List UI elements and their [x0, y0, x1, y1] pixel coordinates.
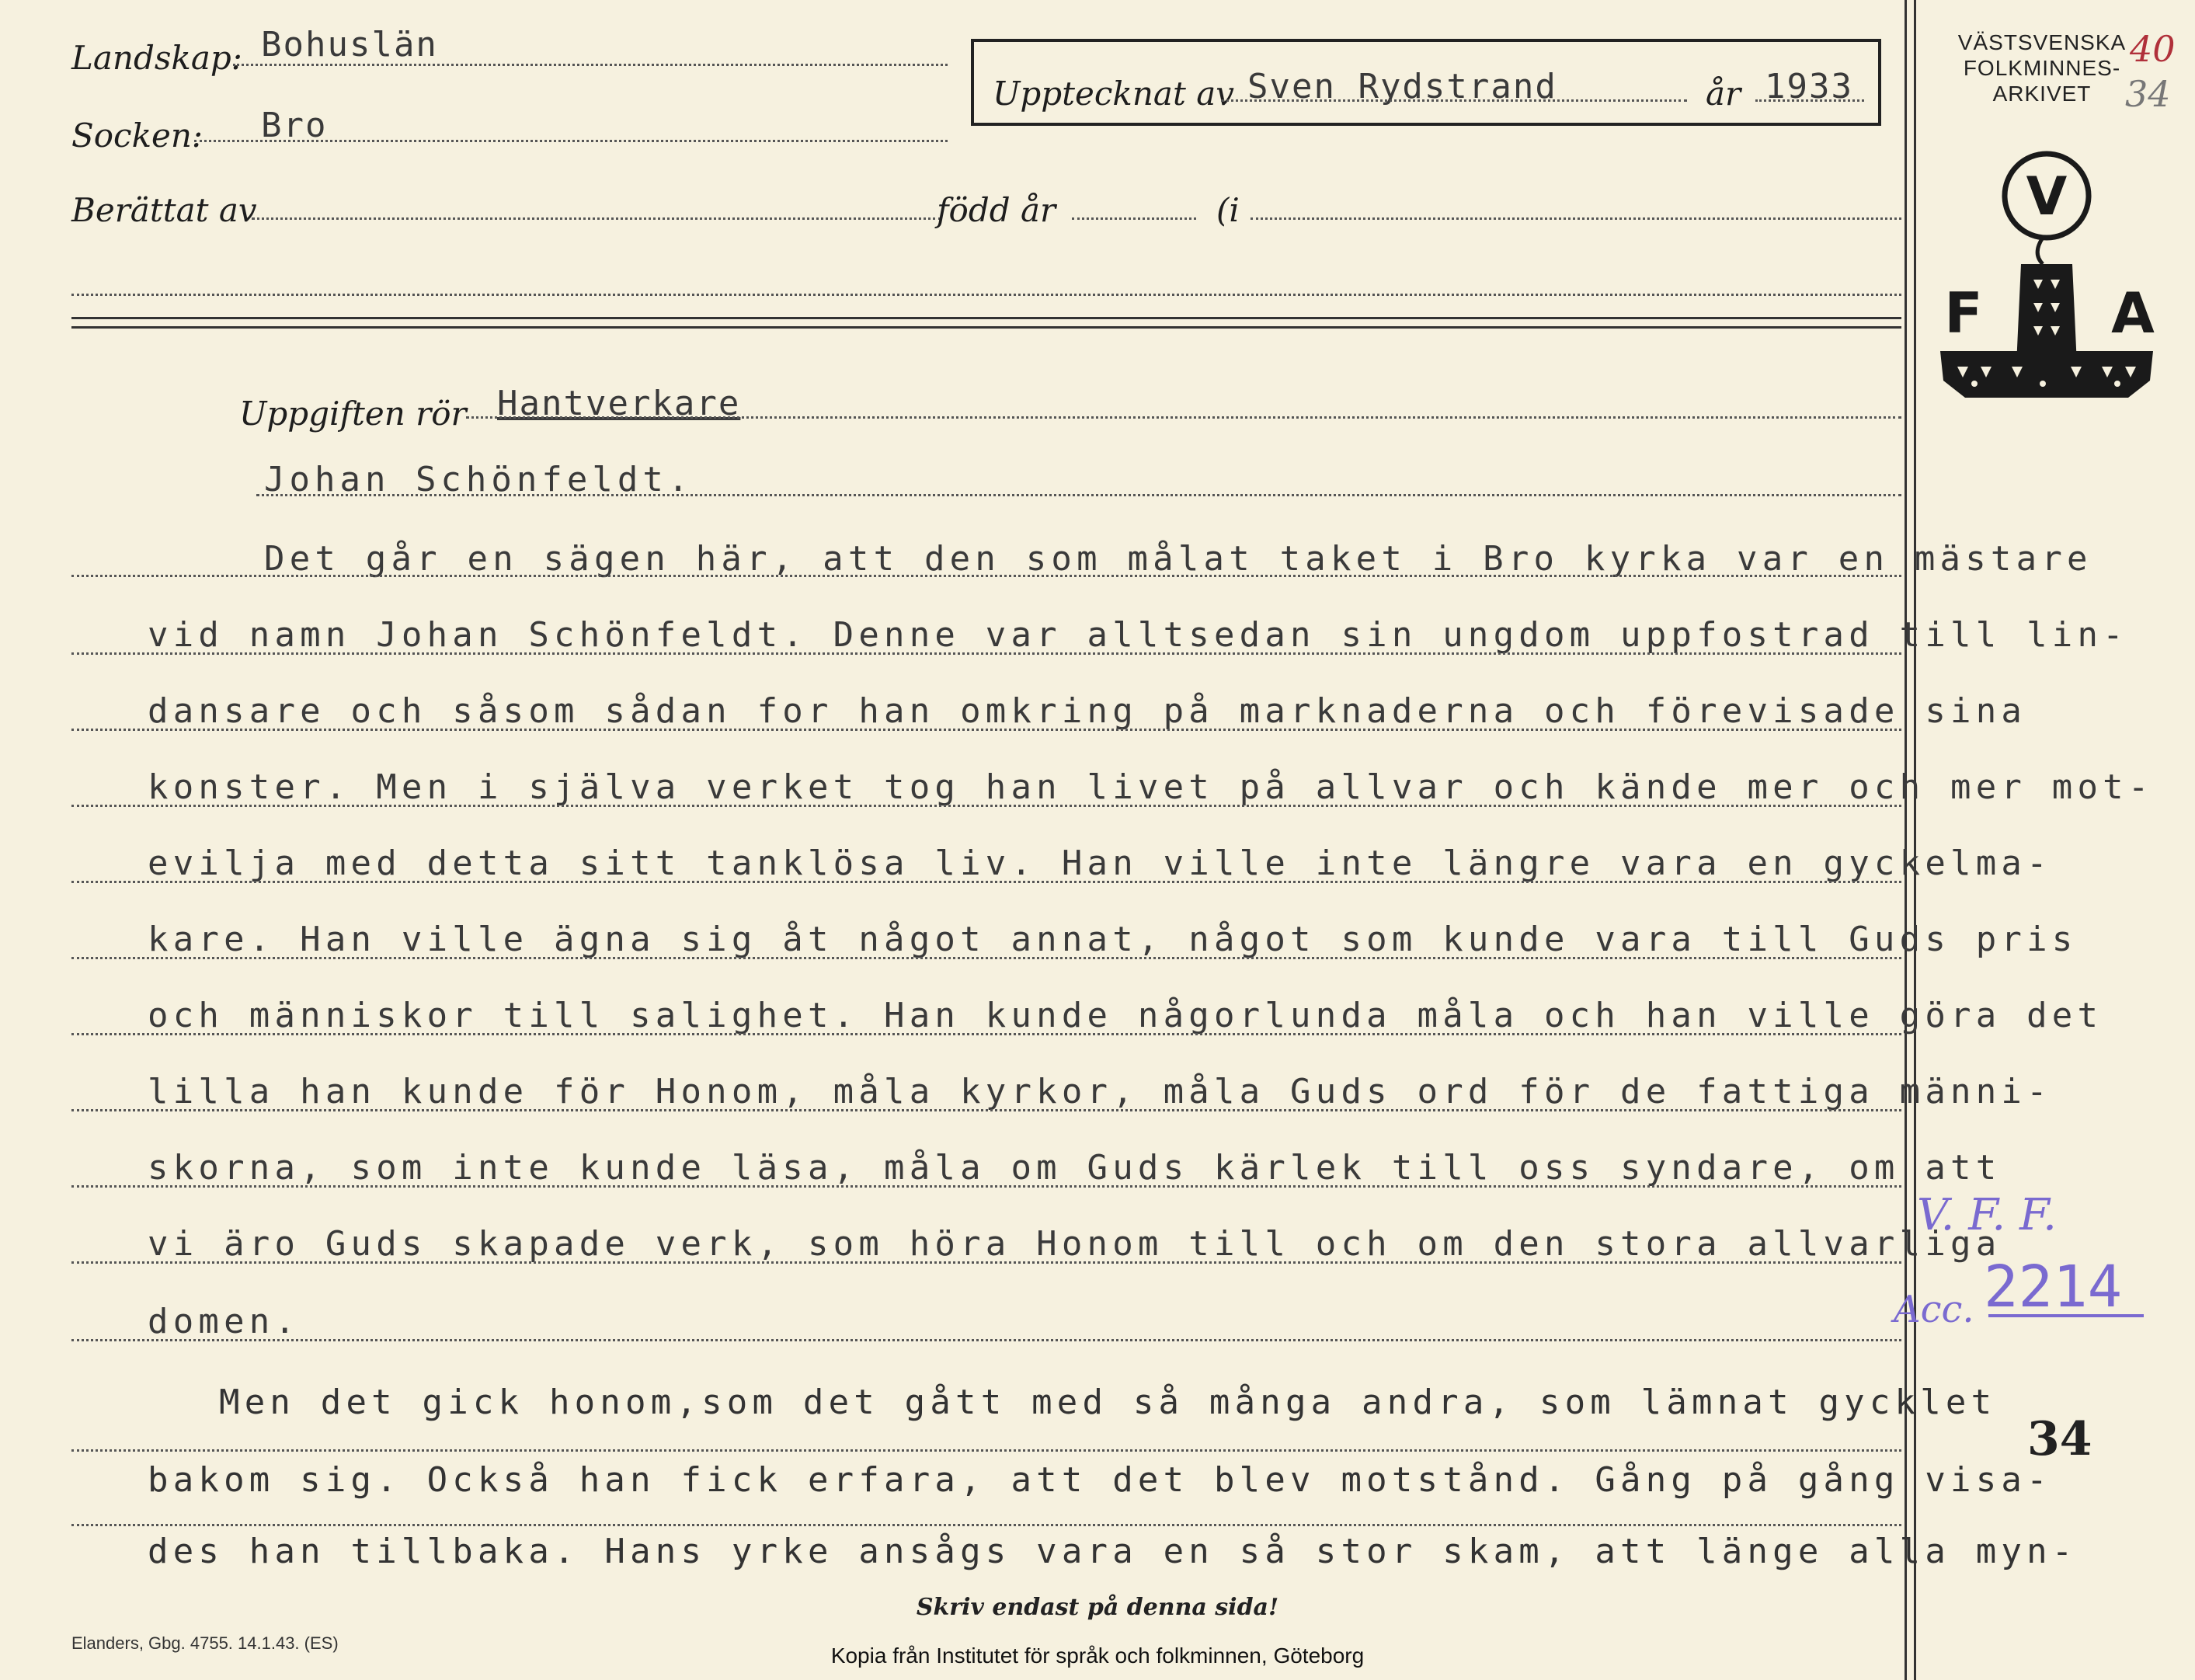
socken-value: Bro: [261, 106, 328, 145]
rule-bottom: [71, 326, 1901, 329]
logo-letter-v: V: [2026, 166, 2068, 228]
margin-rule-left: [1905, 0, 1907, 1680]
page-number: 34: [2027, 1412, 2092, 1466]
year-line: [1755, 99, 1864, 102]
text-line: evilja med detta sitt tanklösa liv. Han ville inte längre vara en gyckelma-: [148, 843, 2052, 883]
extra-line: [71, 294, 1901, 296]
i-line: [1251, 217, 1901, 220]
subject-label: Uppgiften rör: [239, 395, 467, 433]
text-rule: [71, 1261, 1901, 1264]
text-rule: [71, 652, 1901, 655]
text-line: domen.: [148, 1302, 301, 1341]
text-rule: [71, 881, 1901, 883]
handwritten-number-bottom: 34: [2125, 73, 2171, 115]
ar-label: år: [1706, 75, 1741, 113]
socken-label: Socken:: [71, 117, 203, 155]
logo-letter-f: F: [1944, 280, 1983, 346]
text-rule: [71, 575, 1901, 577]
text-line: skorna, som inte kunde läsa, måla om Guds kärlek till oss syndare, om att: [148, 1148, 2002, 1188]
text-rule: [71, 1185, 1901, 1188]
archive-name-line1: VÄSTSVENSKA: [1957, 30, 2127, 54]
text-line: Det går en sägen här, att den som målat taket i Bro kyrka var en mästare: [264, 539, 2092, 579]
vfa-logo-icon: [1934, 148, 2159, 443]
berattat-line: [252, 217, 941, 220]
fodd-label: född år: [937, 191, 1056, 229]
text-line: vi äro Guds skapade verk, som höra Honom till och om den stora allvarliga: [148, 1224, 2002, 1264]
margin-rule-right: [1914, 0, 1916, 1680]
text-rule: [71, 805, 1901, 807]
subject-value: Hantverkare: [497, 384, 741, 423]
handwritten-number-top: 40: [2130, 28, 2176, 70]
text-line: bakom sig. Också han fick erfara, att det blev motstånd. Gång på gång visa-: [148, 1460, 2052, 1500]
recorder-line: [1221, 99, 1687, 102]
text-line: Men det gick honom,som det gått med så många andra, som lämnat gycklet: [219, 1383, 1997, 1422]
text-line: konster. Men i själva verket tog han livet på allvar och kände mer och mer mot-: [148, 767, 2154, 807]
text-line: och människor till salighet. Han kunde någorlunda måla och han ville göra det: [148, 996, 2103, 1035]
accession-number: 2214: [1984, 1254, 2123, 1320]
footer-instruction: Skriv endast på denna sida!: [916, 1594, 1279, 1621]
text-rule: [71, 729, 1901, 731]
stamp-underline: [1988, 1314, 2144, 1317]
acc-label: Acc.: [1894, 1288, 1974, 1331]
i-label: (i: [1216, 191, 1240, 229]
text-rule: [71, 1524, 1901, 1526]
text-rule: [71, 1033, 1901, 1035]
berattat-label: Berättat av: [71, 191, 257, 229]
landskap-value: Bohuslän: [261, 25, 438, 64]
logo-letter-a: A: [2111, 280, 2155, 346]
text-rule: [71, 1449, 1901, 1452]
text-rule: [71, 957, 1901, 959]
archive-name-line3: ARKIVET: [1992, 82, 2092, 106]
socken-line: [194, 140, 948, 142]
text-line: lilla han kunde för Honom, måla kyrkor, måla Guds ord för de fattiga männi-: [148, 1072, 2052, 1111]
text-rule: [71, 1109, 1901, 1111]
archive-name: [1937, 30, 2147, 106]
name-line: [256, 494, 1901, 496]
upptecknat-label: Upptecknat av: [993, 75, 1234, 113]
vff-stamp: V. F. F.: [1917, 1190, 2057, 1240]
text-line: vid namn Johan Schönfeldt. Denne var alltsedan sin ungdom uppfostrad till lin-: [148, 615, 2128, 655]
text-line: kare. Han ville ägna sig åt något annat, något som kunde vara till Guds pris: [148, 920, 2078, 959]
subject-line: [466, 416, 1901, 419]
recorder-name: Sven Rydstrand: [1247, 67, 1557, 106]
text-line: dansare och såsom sådan for han omkring på marknaderna och förevisade sina: [148, 691, 2027, 731]
copy-note: Kopia från Institutet för språk och folkminnen, Göteborg: [830, 1643, 1365, 1668]
archive-name-line2: FOLKMINNES-: [1963, 56, 2121, 80]
landskap-line: [233, 64, 948, 66]
landskap-label: Landskap:: [71, 39, 242, 77]
year-value: 1933: [1765, 67, 1853, 106]
subject-name: Johan Schönfeldt.: [264, 460, 694, 499]
text-rule: [71, 1339, 1901, 1341]
printer-note: Elanders, Gbg. 4755. 14.1.43. (ES): [71, 1633, 339, 1653]
rule-top: [71, 317, 1901, 319]
text-line: des han tillbaka. Hans yrke ansågs vara en så stor skam, att länge alla myn-: [148, 1532, 2078, 1571]
fodd-line: [1072, 217, 1196, 220]
